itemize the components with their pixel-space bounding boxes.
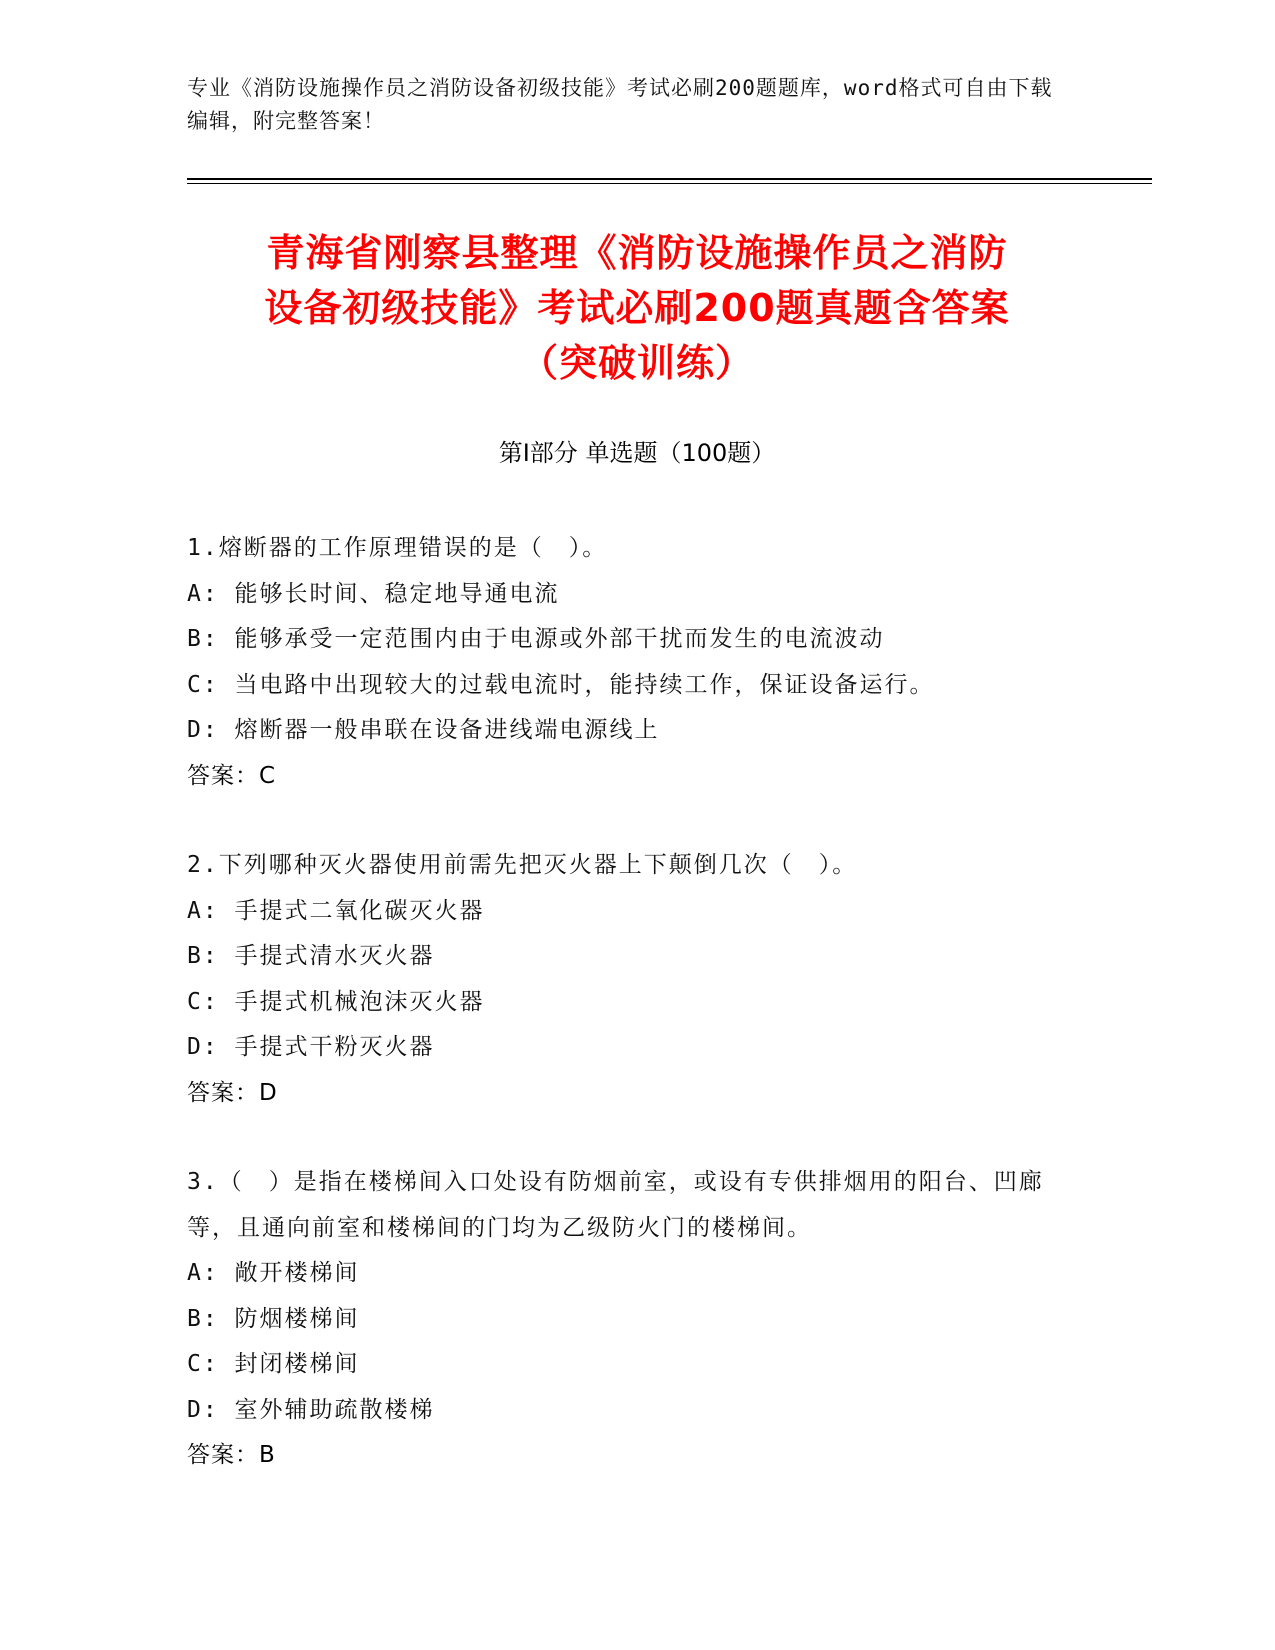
answer-label: 答案： xyxy=(187,1442,259,1468)
answer-line xyxy=(187,754,1087,800)
document-title-line-1: 青海省刚察县整理《消防设施操作员之消防 xyxy=(266,231,1008,275)
document-title-line-3: （突破训练） xyxy=(519,341,754,385)
option-c: C: 封闭楼梯间 xyxy=(187,1351,360,1377)
option-d: D: 室外辅助疏散楼梯 xyxy=(187,1396,435,1423)
header-note: 专业《消防设施操作员之消防设备初级技能》考试必刷200题题库，word格式可自由下载编辑，附完整答案！ xyxy=(187,76,1053,133)
question-item xyxy=(187,1160,1087,1479)
header-divider-thick xyxy=(187,178,1152,180)
option-a: A: 能够长时间、稳定地导通电流 xyxy=(187,580,560,607)
option-b: B: 手提式清水灭火器 xyxy=(187,943,435,969)
option-c: C: 当电路中出现较大的过载电流时，能持续工作，保证设备运行。 xyxy=(187,671,935,698)
question-item xyxy=(187,843,1087,1116)
answer-value: C xyxy=(259,762,276,789)
option-b: B: 防烟楼梯间 xyxy=(187,1305,360,1332)
answer-line xyxy=(187,1433,1087,1479)
question-stem: 1.熔断器的工作原理错误的是（ ）。 xyxy=(187,535,608,561)
question-stem: 2.下列哪种灭火器使用前需先把灭火器上下颠倒几次（ ）。 xyxy=(187,852,858,878)
answer-label: 答案： xyxy=(187,762,259,789)
answer-line xyxy=(187,1071,1087,1117)
document-title-line-2: 设备初级技能》考试必刷200题真题含答案 xyxy=(264,286,1010,330)
option-c: C: 手提式机械泡沫灭火器 xyxy=(187,988,485,1015)
header-divider-thin xyxy=(187,183,1152,184)
question-list xyxy=(187,526,1087,1523)
answer-label: 答案： xyxy=(187,1079,259,1106)
option-d: D: 熔断器一般串联在设备进线端电源线上 xyxy=(187,717,660,743)
document-title xyxy=(187,226,1087,391)
section-heading: 第Ⅰ部分 单选题（100题） xyxy=(498,439,776,467)
question-item xyxy=(187,526,1087,799)
option-b: B: 能够承受一定范围内由于电源或外部干扰而发生的电流波动 xyxy=(187,626,885,652)
option-d: D: 手提式干粉灭火器 xyxy=(187,1034,435,1060)
answer-value: B xyxy=(259,1442,275,1468)
question-stem: 3.（ ）是指在楼梯间入口处设有防烟前室，或设有专供排烟用的阳台、凹廊等，且通向前室和楼梯间的门均为乙级防火门的楼梯间。 xyxy=(187,1169,1044,1241)
option-a: A: 敞开楼梯间 xyxy=(187,1260,360,1286)
answer-value: D xyxy=(259,1079,277,1106)
option-a: A: 手提式二氧化碳灭火器 xyxy=(187,897,485,924)
